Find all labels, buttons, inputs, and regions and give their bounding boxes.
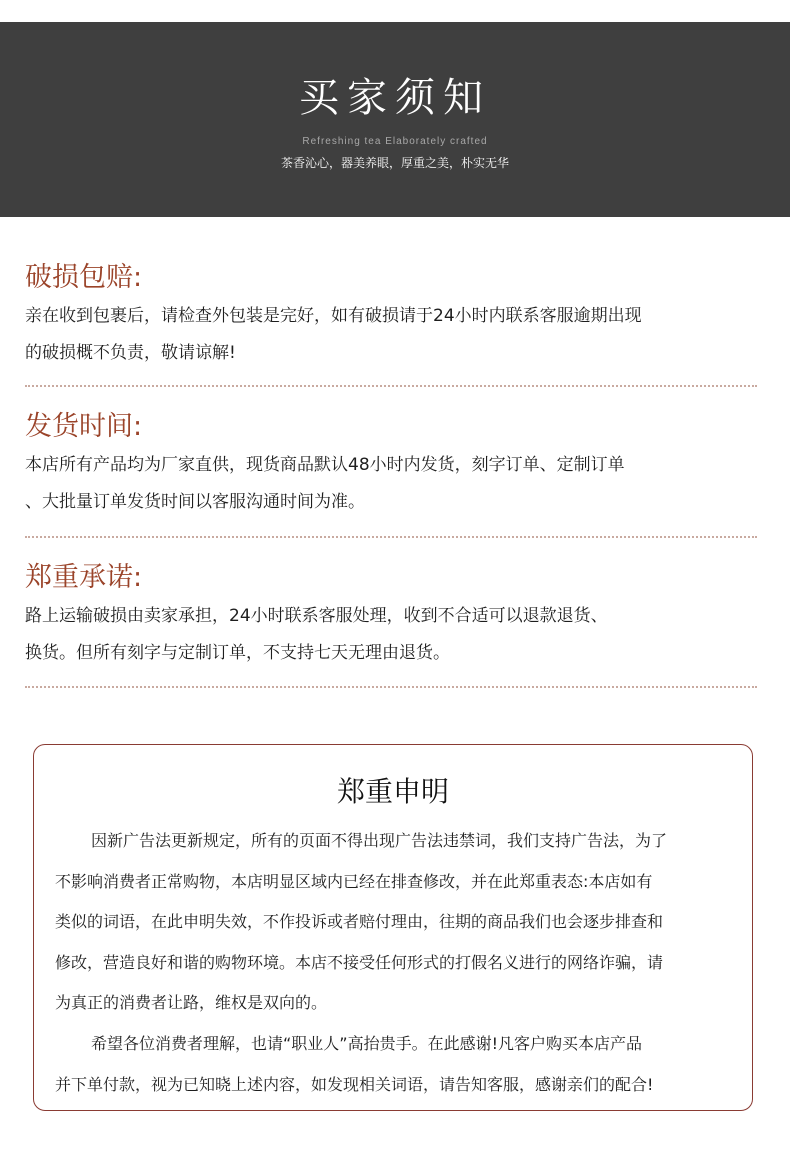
section-line: 的破损概不负责，敬请谅解!	[25, 343, 236, 363]
declaration-line: 希望各位消费者理解，也请“职业人”高抬贵手。在此感谢!凡客户购买本店产品	[91, 1033, 642, 1053]
section-text	[25, 298, 760, 372]
section-line: 亲在收到包裹后，请检查外包装是完好，如有破损请于24小时内联系客服逾期出现	[25, 306, 642, 326]
section-shipping-time	[25, 411, 760, 521]
section-line: 路上运输破损由卖家承担，24小时联系客服处理，收到不合适可以退款退货、	[25, 606, 608, 626]
divider	[25, 385, 757, 387]
banner-subtitle-en: Refreshing tea Elaborately crafted	[302, 136, 488, 147]
section-damage-compensation	[25, 262, 760, 372]
section-text	[25, 598, 760, 672]
declaration-line: 不影响消费者正常购物，本店明显区域内已经在排查修改，并在此郑重表态:本店如有	[55, 871, 653, 891]
section-line: 、大批量订单发货时间以客服沟通时间为准。	[25, 492, 365, 512]
banner-title: 买家须知	[299, 75, 491, 121]
banner-subtitle-cn: 茶香沁心，器美养眼，厚重之美，朴实无华	[280, 156, 509, 170]
divider	[25, 686, 757, 688]
section-line: 换货。但所有刻字与定制订单，不支持七天无理由退货。	[25, 643, 450, 663]
declaration-line: 修改，营造良好和谐的购物环境。本店不接受任何形式的打假名义进行的网络诈骗，请	[55, 952, 664, 972]
divider	[25, 536, 757, 538]
section-line: 本店所有产品均为厂家直供，现货商品默认48小时内发货，刻字订单、定制订单	[25, 455, 625, 475]
section-heading: 发货时间:	[25, 411, 143, 442]
declaration-line: 并下单付款，视为已知晓上述内容，如发现相关词语，请告知客服，感谢亲们的配合!	[55, 1074, 654, 1094]
section-text	[25, 447, 760, 521]
section-heading: 郑重承诺:	[25, 562, 143, 593]
section-promise	[25, 562, 760, 672]
declaration-line: 因新广告法更新规定，所有的页面不得出现广告法违禁词，我们支持广告法，为了	[91, 831, 668, 850]
section-heading: 破损包赔:	[25, 262, 143, 293]
declaration-title: 郑重申明	[336, 775, 449, 808]
declaration-line: 为真正的消费者让路，维权是双向的。	[55, 993, 328, 1013]
header-banner	[0, 22, 790, 217]
declaration-text	[55, 821, 745, 1105]
declaration-line: 类似的词语，在此申明失效，不作投诉或者赔付理由，往期的商品我们也会逐步排查和	[55, 912, 664, 932]
declaration-box	[33, 744, 753, 1111]
